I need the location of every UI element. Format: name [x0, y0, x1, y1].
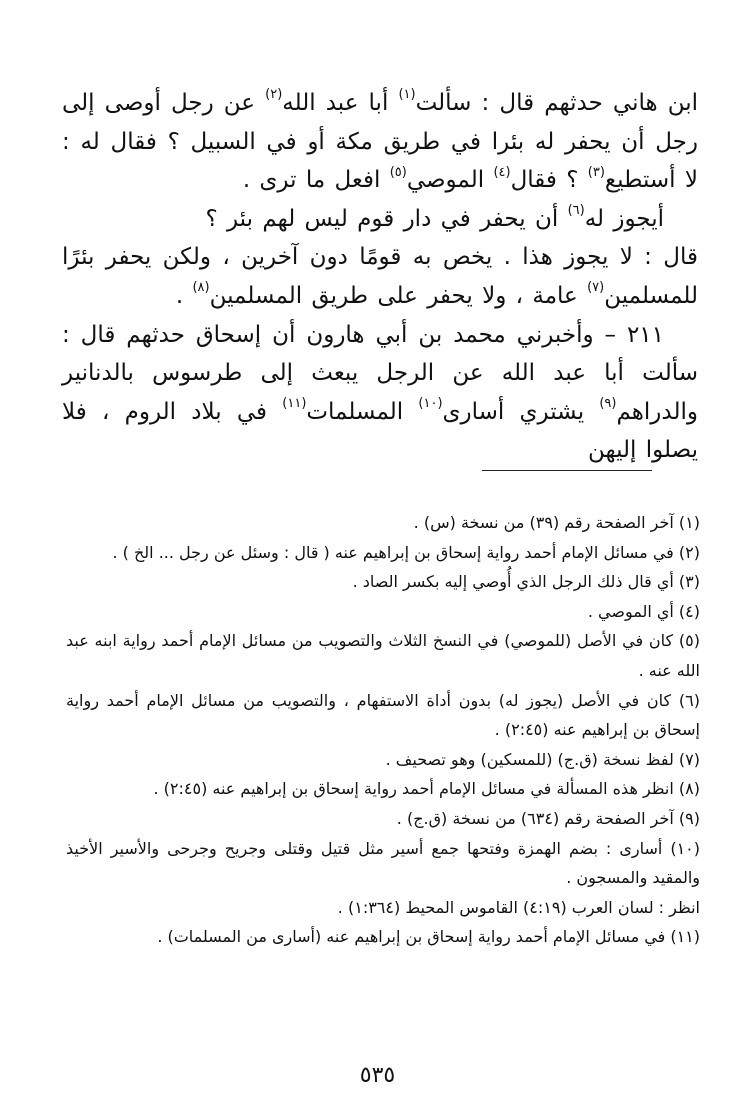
- footnote-7: (٧) لفظ نسخة (ق.ج) (للمسكين) وهو تصحيف .: [385, 749, 700, 769]
- footnote-9: (٩) آخر الصفحة رقم (٦٣٤) من نسخة (ق.ج) .: [396, 808, 700, 828]
- note-ref-10[interactable]: (١٠): [418, 396, 443, 412]
- footnote-3: (٣) أي قال ذلك الرجل الذي أُوصي إليه بكسر الصاد .: [352, 572, 700, 592]
- note-ref-6[interactable]: (٦): [567, 203, 585, 219]
- note-ref-8[interactable]: (٨): [192, 280, 210, 296]
- footnote-10-reference: انظر : لسان العرب (٤:١٩) القاموس المحيط (١:٣٦٤) .: [337, 897, 700, 917]
- note-ref-2[interactable]: (٢): [265, 87, 283, 103]
- footnotes: [66, 508, 700, 952]
- note-ref-7[interactable]: (٧): [587, 280, 605, 296]
- footnote-4: (٤) أي الموصي .: [587, 601, 700, 621]
- note-ref-11[interactable]: (١١): [282, 396, 307, 412]
- footnote-11: (١١) في مسائل الإمام أحمد رواية إسحاق بن إبراهيم عنه (أسارى من المسلمات) .: [157, 927, 700, 947]
- footnote-1: (١) آخر الصفحة رقم (٣٩) من نسخة (س) .: [413, 513, 700, 532]
- note-ref-1[interactable]: (١): [398, 87, 416, 103]
- note-ref-9[interactable]: (٩): [599, 396, 617, 412]
- note-ref-4[interactable]: (٤): [493, 164, 511, 180]
- footnote-separator: [482, 470, 652, 471]
- footnote-6: (٦) كان في الأصل (يجوز له) بدون أداة الاستفهام ، والتصويب من مسائل الإمام أحمد رواية إسحاق بن إبراهيم عنه (٢:٤٥) .: [66, 690, 700, 740]
- paragraph-1: ابن هاني حدثهم قال : سألت$^{(١)}$ أبا عبد الله$^{(٢)}$ عن رجل أوصى إلى رجل أن يحفر له بئرا في طريق مكة أو في السبيل ؟ فقال له : لا أستطيع$^{(٣)}$ ؟ فقال$^{(٤)}$ الموصي$^{(٥)}$ افعل ما ترى .: [62, 87, 698, 194]
- footnote-2: (٢) في مسائل الإمام أحمد رواية إسحاق بن إبراهيم عنه ( قال : وسئل عن رجل ... الخ ) .: [112, 542, 700, 562]
- footnote-10: (١٠) أسارى : بضم الهمزة وفتحها جمع أسير مثل قتيل وقتلى وجريح وجرحى والأسير الأخيذ والمقيد والمسجون .: [66, 838, 700, 888]
- footnote-5: (٥) كان في الأصل (للموصي) في النسخ الثلاث والتصويب من مسائل الإمام أحمد رواية ابنه عبد الله عنه .: [66, 631, 700, 680]
- main-text: [62, 84, 698, 470]
- paragraph-2: أيجوز له$^{(٦)}$ أن يحفر في دار قوم ليس لهم بئر ؟: [205, 203, 664, 232]
- note-ref-3[interactable]: (٣): [587, 164, 605, 180]
- page-number: ٥٣٥: [359, 1063, 396, 1088]
- paragraph-4: ٢١١ – وأخبرني محمد بن أبي هارون أن إسحاق حدثهم قال : سألت أبا عبد الله عن الرجل يبعث إلى طرسوس بالدنانير والدراهم$^{(٩)}$ يشتري أسارى$^{(١٠)}$ المسلمات$^{(١١)}$ في بلاد الروم ، فلا يصلوا إليهن: [62, 321, 698, 464]
- paragraph-3: قال : لا يجوز هذا . يخص به قومًا دون آخرين ، ولكن يحفر بئرًا للمسلمين$^{(٧)}$ عامة ، ولا يحفر على طريق المسلمين$^{(٨)}$ .: [62, 244, 698, 309]
- footnote-8: (٨) انظر هذه المسألة في مسائل الإمام أحمد رواية إسحاق بن إبراهيم عنه (٢:٤٥) .: [153, 779, 700, 799]
- note-ref-5[interactable]: (٥): [389, 164, 407, 180]
